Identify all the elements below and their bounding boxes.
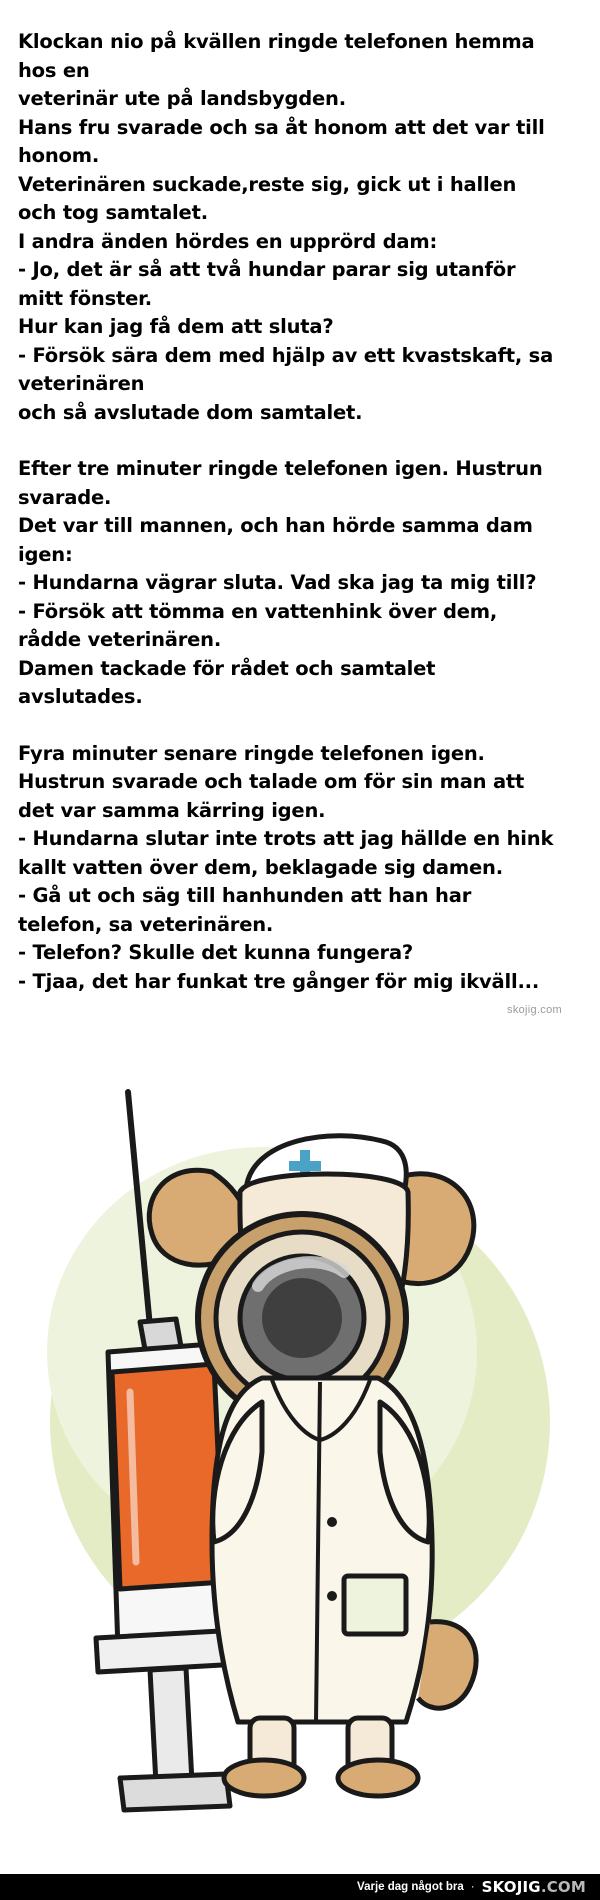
footer-brand-suffix[interactable]: .COM	[540, 1878, 586, 1896]
joke-paragraph-2	[18, 455, 582, 712]
joke-line: svarade.	[18, 485, 112, 509]
joke-line: rådde veterinären.	[18, 628, 222, 651]
joke-line: Veterinären suckade,reste sig, gick ut i hallen	[18, 172, 517, 196]
joke-line: och så avslutade dom samtalet.	[18, 400, 363, 424]
footer-tagline: Varje dag något bra	[357, 1881, 464, 1893]
joke-line: avslutades.	[18, 685, 143, 708]
joke-line: Klockan nio på kvällen ringde telefonen hemma	[18, 30, 535, 53]
illustration-container	[0, 1022, 600, 1852]
dog-feet	[224, 1718, 418, 1796]
joke-paragraph-1	[18, 28, 582, 427]
joke-line: - Försök sära dem med hjälp av ett kvastskaft, sa	[18, 343, 554, 367]
footer-brand-name[interactable]: SKOJIG	[481, 1878, 541, 1896]
source-watermark: skojig.com	[507, 1004, 562, 1016]
joke-line: Damen tackade för rådet och samtalet	[18, 656, 436, 680]
joke-line: - Jo, det är så att två hundar parar sig utanför	[18, 258, 516, 281]
site-footer-bar	[0, 1874, 600, 1900]
joke-line: honom.	[18, 144, 100, 167]
joke-line: kallt vatten över dem, beklagade sig damen.	[18, 855, 503, 879]
joke-line: Hustrun svarade och talade om för sin man att	[18, 770, 525, 793]
joke-line: igen:	[18, 542, 73, 566]
footer-separator: ·	[470, 1881, 475, 1893]
joke-line: veterinären	[18, 372, 145, 395]
joke-line: - Telefon? Skulle det kunna fungera?	[18, 941, 414, 964]
joke-line: hos en	[18, 58, 90, 82]
joke-paragraph-3	[18, 740, 582, 997]
joke-line: och tog samtalet.	[18, 201, 208, 224]
joke-line: Fyra minuter senare ringde telefonen igen.	[18, 741, 485, 765]
joke-line: I andra änden hördes en upprörd dam:	[18, 229, 438, 253]
joke-line: mitt fönster.	[18, 286, 152, 310]
joke-line: - Gå ut och säg till hanhunden att han har	[18, 884, 472, 907]
paragraph-spacer	[18, 712, 582, 740]
joke-line: Hans fru svarade och sa åt honom att det var till	[18, 115, 545, 139]
joke-line: - Hundarna vägrar sluta. Vad ska jag ta mig till?	[18, 571, 537, 594]
joke-line: telefon, sa veterinären.	[18, 912, 274, 936]
paragraph-spacer	[18, 427, 582, 455]
joke-line: - Försök att tömma en vattenhink över dem,	[18, 599, 498, 623]
joke-line: Efter tre minuter ringde telefonen igen. Hustrun	[18, 457, 543, 480]
cartoon-veterinarian-dog-with-syringe-icon	[0, 1022, 600, 1852]
joke-line: Hur kan jag få dem att sluta?	[18, 315, 334, 338]
joke-line: det var samma kärring igen.	[18, 798, 326, 822]
joke-line: Det var till mannen, och han hörde samma dam	[18, 514, 533, 537]
joke-line: - Tjaa, det har funkat tre gånger för mig ikväll...	[18, 969, 540, 993]
joke-line: - Hundarna slutar inte trots att jag hällde en hink	[18, 827, 554, 850]
joke-line: veterinär ute på landsbygden.	[18, 87, 346, 110]
